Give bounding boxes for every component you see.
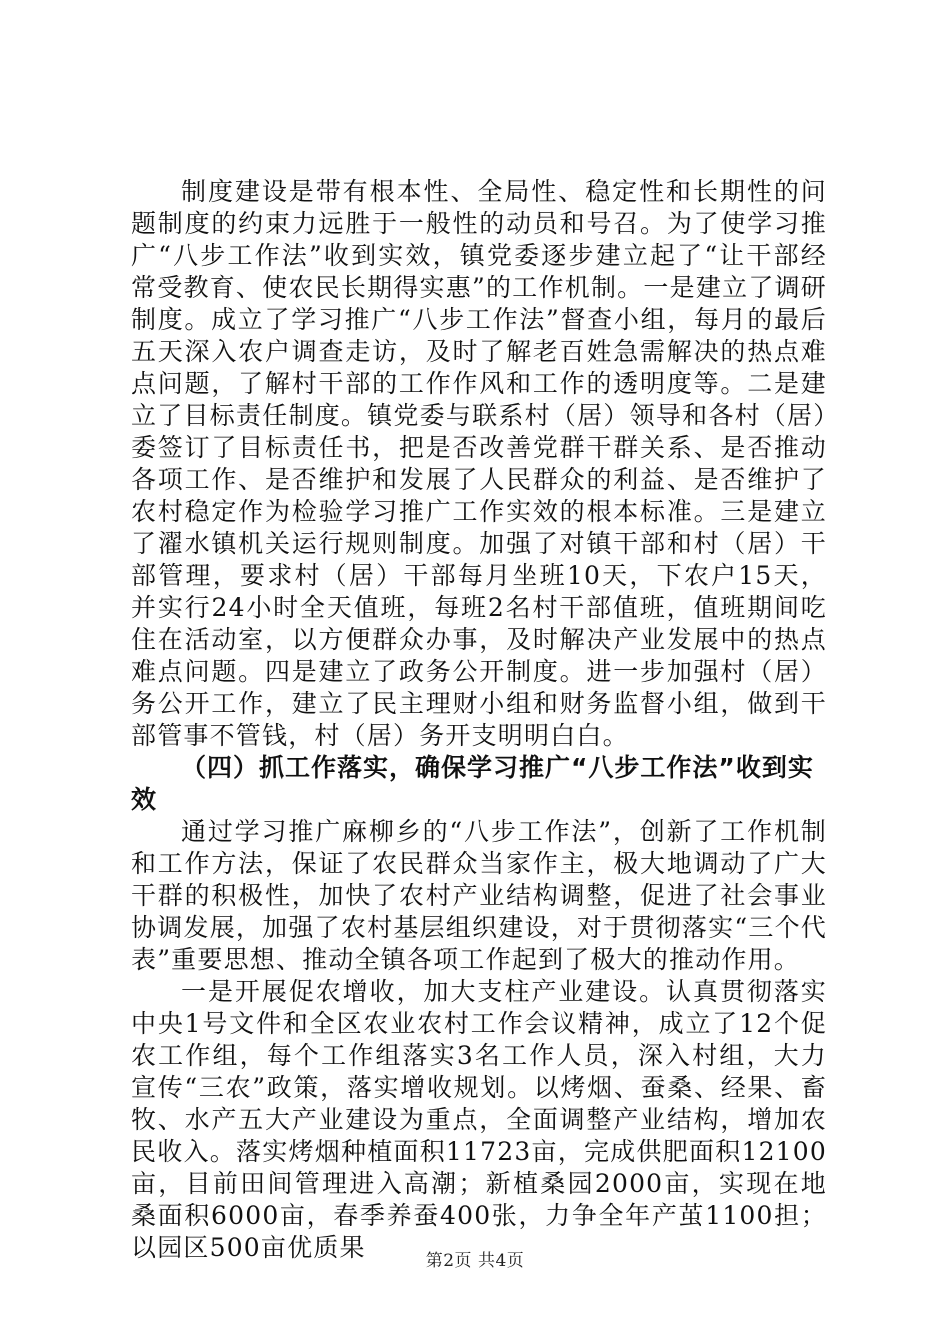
paragraph-eight-step-method: 通过学习推广麻柳乡的“八步工作法”，创新了工作机制和工作方法，保证了农民群众当家作主，极大地调动了广大干群的积极性，加快了农村产业结构调整，促进了社会事业协调发展，加强了农村基层组织建设，对于贯彻落实“三个代表”重要思想、推动全镇各项工作起到了极大的推动作用。 [131, 817, 827, 974]
document-body [131, 176, 827, 1264]
paragraph-institution-building: 制度建设是带有根本性、全局性、稳定性和长期性的问题制度的约束力远胜于一般性的动员和号召。为了使学习推广“八步工作法”收到实效，镇党委逐步建立起了“让干部经常受教育、使农民长期得实惠”的工作机制。一是建立了调研制度。成立了学习推广“八步工作法”督查小组，每月的最后五天深入农户调查走访，及时了解老百姓急需解决的热点难点问题，了解村干部的工作作风和工作的透明度等。二是建立了目标责任制度。镇党委与联系村（居）领导和各村（居）委签订了目标责任书，把是否改善党群干群关系、是否推动各项工作、是否维护和发展了人民群众的利益、是否维护了农村稳定作为检验学习推广工作实效的根本标准。三是建立了濯水镇机关运行规则制度。加强了对镇干部和村（居）干部管理，要求村（居）干部每月坐班10天，下农户15天，并实行24小时全天值班，每班2名村干部值班，值班期间吃住在活动室，以方便群众办事，及时解决产业发展中的热点难点问题。四是建立了政务公开制度。进一步加强村（居）务公开工作，建立了民主理财小组和财务监督小组，做到干部管事不管钱，村（居）务开支明明白白。 [131, 177, 827, 750]
page-number-footer: 第2页 共4页 [425, 1251, 525, 1271]
paragraph-income-increase: 一是开展促农增收，加大支柱产业建设。认真贯彻落实中央1号文件和全区农业农村工作会议精神，成立了12个促农工作组，每个工作组落实3名工作人员，深入村组，大力宣传“三农”政策，落实增收规划。以烤烟、蚕桑、经果、畜牧、水产五大产业建设为重点，全面调整产业结构，增加农民收入。落实烤烟种植面积11723亩，完成供肥面积12100亩，目前田间管理进入高潮；新植桑园2000亩，实现在地桑面积6000亩，春季养蚕400张，力争全年产茧1100担；以园区500亩优质果 [131, 977, 827, 1262]
section-heading-four: （四）抓工作落实，确保学习推广“八步工作法”收到实效 [131, 753, 814, 814]
